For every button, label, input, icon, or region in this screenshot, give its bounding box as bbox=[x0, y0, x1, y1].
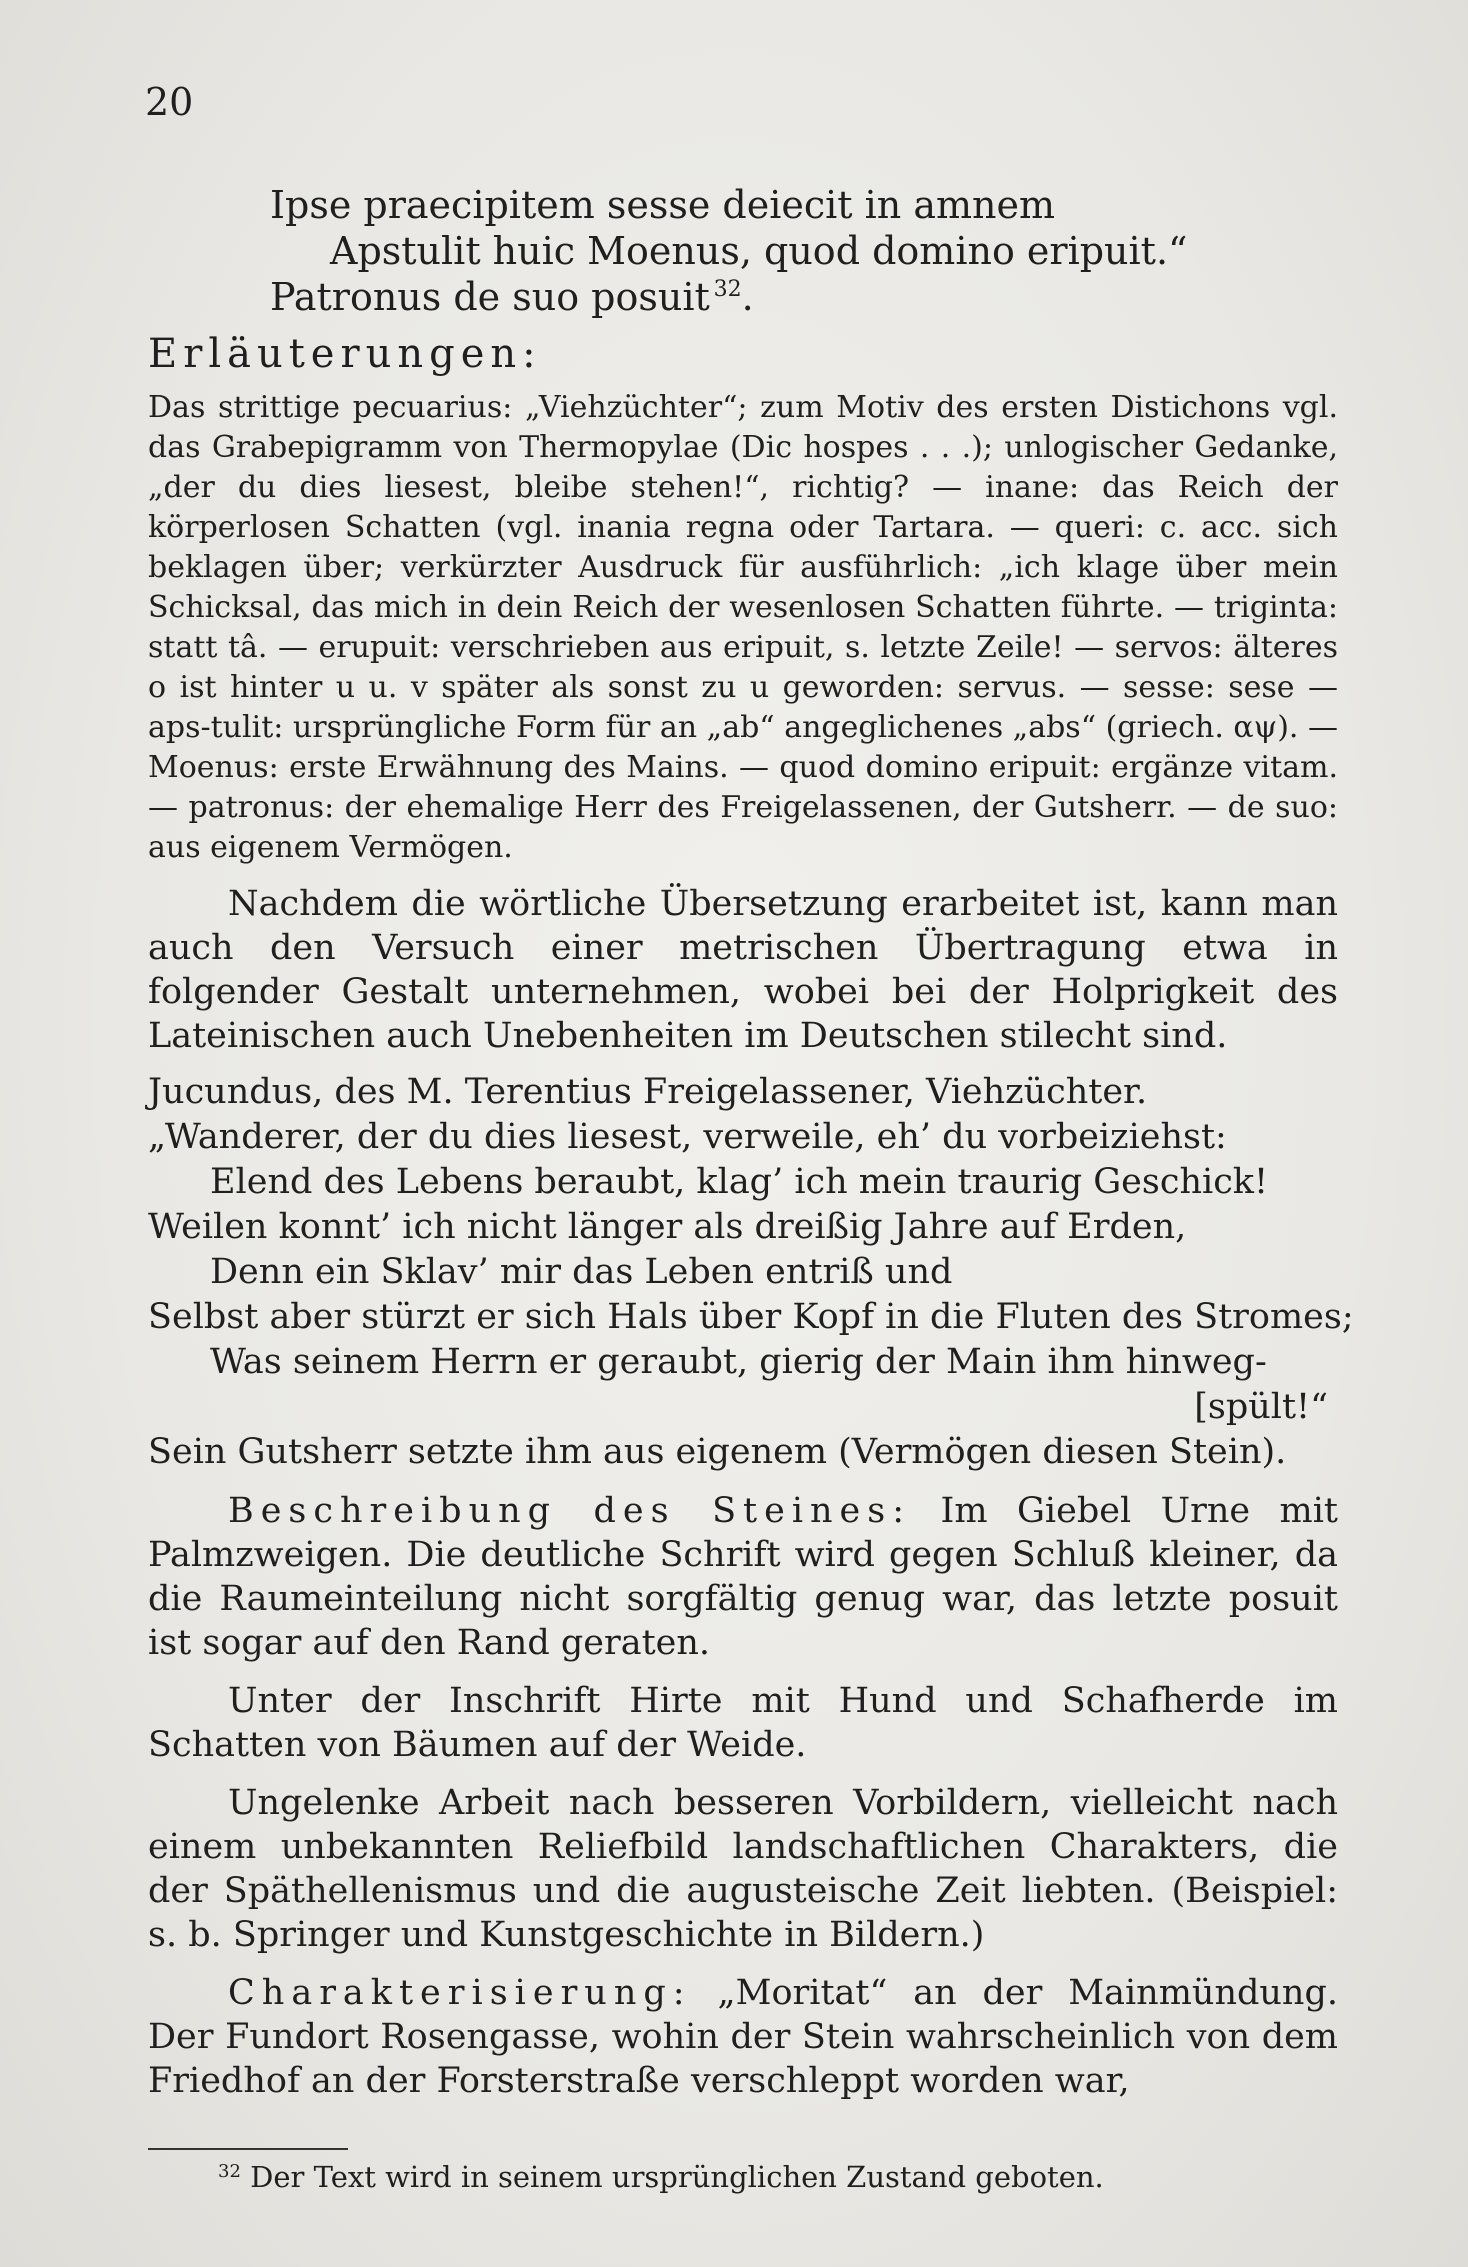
poem-line-5: Denn ein Sklav’ mir das Leben entriß und bbox=[210, 1252, 953, 1292]
description-text: Im Giebel Urne mit Palmzweigen. Die deutliche Schrift wird gegen Schluß kleiner, da die Raumeinteilung nicht sorgfältig genug war, das letzte posuit ist sogar auf den Rand geraten. bbox=[148, 1491, 1338, 1663]
poem-line-7: Was seinem Herrn er geraubt, gierig der Main ihm hinweg- bbox=[210, 1342, 1267, 1382]
poem-line-8: Sein Gutsherr setzte ihm aus eigenem (Vermögen diesen Stein). bbox=[148, 1432, 1287, 1472]
poem-line-6: Selbst aber stürzt er sich Hals über Kopf in die Fluten des Stromes; bbox=[148, 1297, 1354, 1337]
poem-line-7-continuation: [spült!“ bbox=[1194, 1387, 1328, 1427]
german-translation bbox=[148, 1070, 1354, 1475]
page-number: 20 bbox=[145, 80, 194, 124]
verse-line-3 bbox=[148, 274, 1338, 320]
poem-line-2: „Wanderer, der du dies liesest, verweile, eh’ du vorbeiziehst: bbox=[148, 1117, 1227, 1157]
verse-line-3-end: . bbox=[741, 275, 754, 319]
poem-line-4: Weilen konnt’ ich nicht länger als dreißig Jahre auf Erden, bbox=[148, 1207, 1187, 1247]
footnote-rule bbox=[148, 2148, 348, 2150]
notes-heading: Erläuterungen: bbox=[148, 331, 542, 377]
footnote-number: 32 bbox=[218, 2161, 241, 2182]
footnote-text: Der Text wird in seinem ursprünglichen Zustand geboten. bbox=[250, 2160, 1104, 2194]
poem-line-3: Elend des Lebens beraubt, klag’ ich mein traurig Geschick! bbox=[210, 1162, 1269, 1202]
poem-line-1: Jucundus, des M. Terentius Freigelassener, Viehzüchter. bbox=[148, 1072, 1148, 1112]
verse-line-3-text: Patronus de suo posuit bbox=[270, 275, 710, 319]
latin-verse bbox=[148, 182, 1338, 320]
description-paragraph bbox=[148, 1489, 1338, 1665]
notes-text: Das strittige pecuarius: „Viehzüchter“; zum Motiv des ersten Distichons vgl. das Grabepigramm von Thermopylae (Dic hospes . . .); unlogischer Gedanke, „der du dies liesest, bleibe stehen!“, richtig? — inane: das Reich der körperlosen Schatten (vgl. inania regna oder Tartara. — queri: c. acc. sich beklagen über; verkürzter Ausdruck für ausführlich: „ich klage über mein Schicksal, das mich in dein Reich der wesenlosen Schatten führte. — triginta: statt tâ. — erupuit: verschrieben aus eripuit, s. letzte Zeile! — servos: älteres o ist hinter u u. v später als sonst zu u geworden: servus. — sesse: sese — aps-tulit: ursprüngliche Form für an „ab“ angeglichenes „abs“ (griech. αψ). — Moenus: erste Erwähnung des Mains. — quod domino eripuit: ergänze vitam. — patronus: der ehemalige Herr des Freigelassenen, der Gutsherr. — de suo: aus eigenem Vermögen. bbox=[148, 390, 1338, 865]
description-heading: Beschreibung des Steines: bbox=[228, 1491, 912, 1531]
footnote-ref: 32 bbox=[713, 277, 742, 302]
footnote bbox=[218, 2160, 1104, 2194]
characterization-heading: Charakterisierung: bbox=[228, 1973, 692, 2013]
characterization-paragraph bbox=[148, 1971, 1338, 2103]
characterization-text: „Moritat“ an der Mainmündung. Der Fundort Rosengasse, wohin der Stein wahrscheinlich von dem Friedhof an der Forsterstraße verschleppt worden war, bbox=[148, 1973, 1338, 2101]
verse-line-2: Apstulit huic Moenus, quod domino eripuit.“ bbox=[330, 229, 1188, 273]
artwork-paragraph: Ungelenke Arbeit nach besseren Vorbildern, vielleicht nach einem unbekannten Reliefbild landschaftlichen Charakters, die der Späthellenismus und die augusteische Zeit liebten. (Beispiel: s. b. Springer und Kunstgeschichte in Bildern.) bbox=[148, 1783, 1338, 1955]
inscription-paragraph: Unter der Inschrift Hirte mit Hund und Schafherde im Schatten von Bäumen auf der Weide. bbox=[148, 1681, 1338, 1765]
intro-paragraph: Nachdem die wörtliche Übersetzung erarbeitet ist, kann man auch den Versuch einer metrischen Übertragung etwa in folgender Gestalt unternehmen, wobei bei der Holprigkeit des Lateinischen auch Unebenheiten im Deutschen stilecht sind. bbox=[148, 884, 1338, 1056]
verse-line-1: Ipse praecipitem sesse deiecit in amnem bbox=[270, 183, 1056, 227]
page-content bbox=[148, 182, 1354, 2103]
